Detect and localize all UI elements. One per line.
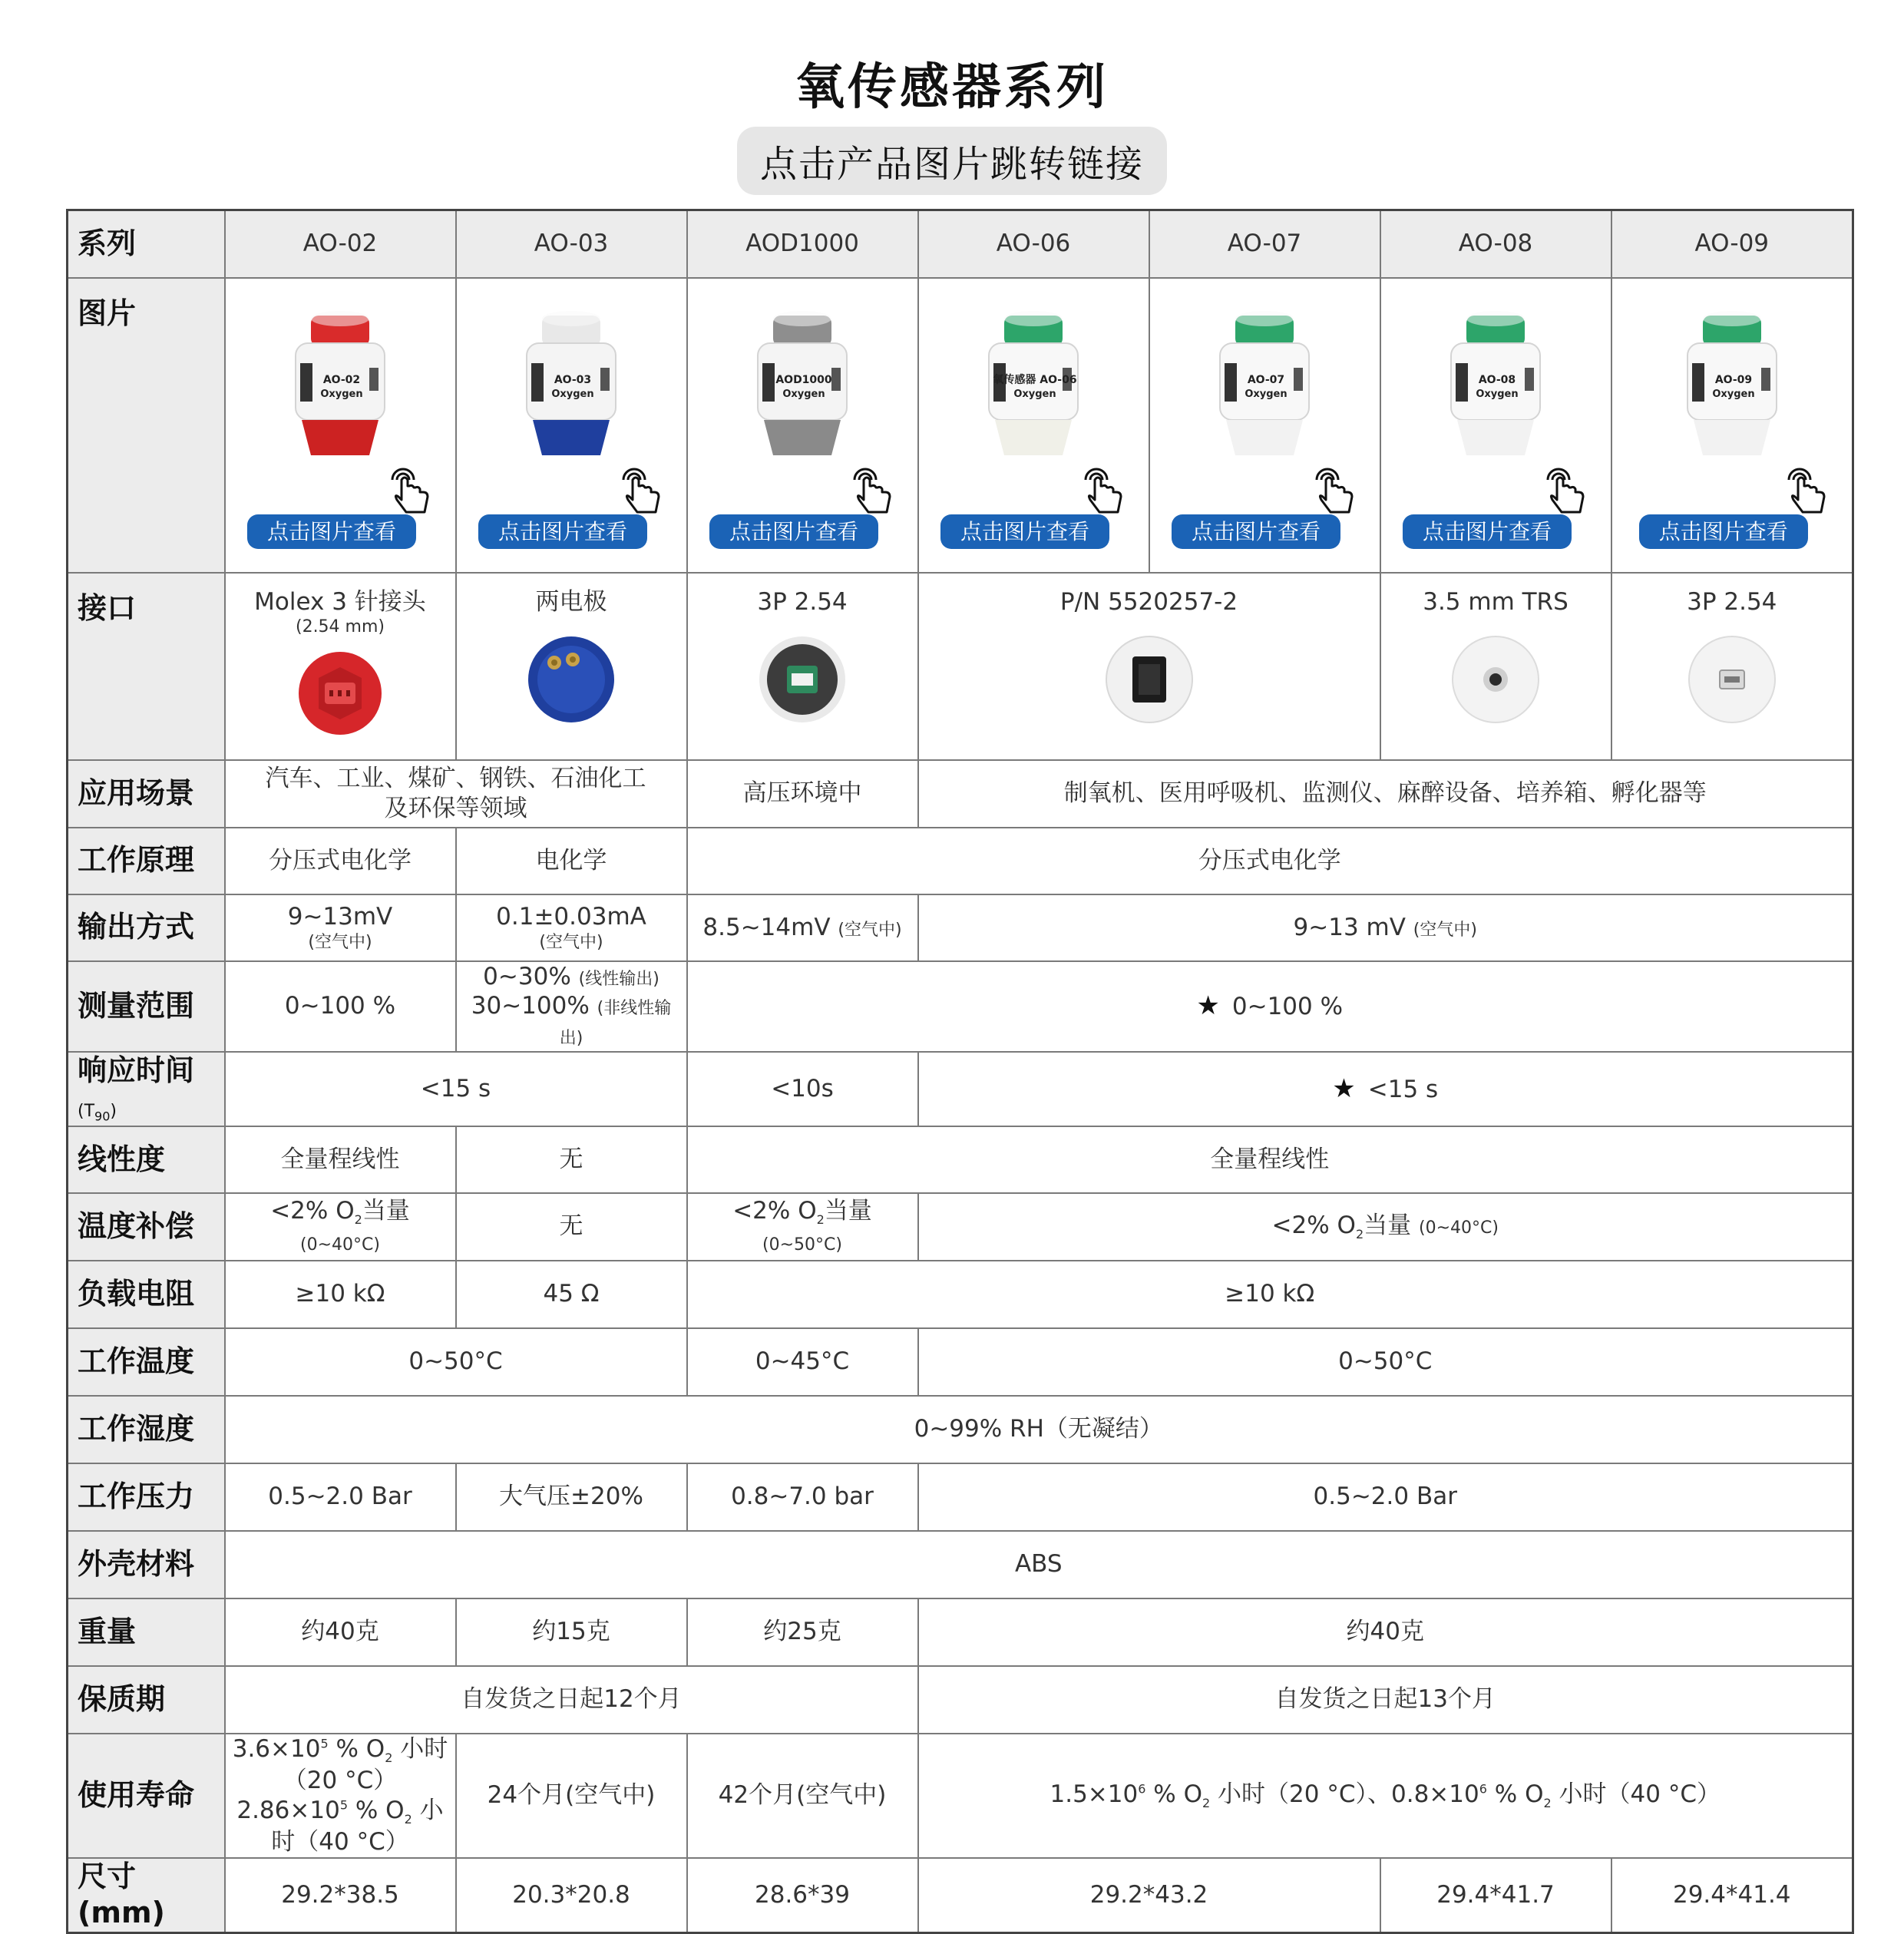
interface-cell-ao09 xyxy=(1611,573,1853,760)
row-label-response xyxy=(68,1052,225,1126)
model-header-ao06: AO-06 xyxy=(918,210,1149,278)
spec-value: 2.86×10 xyxy=(236,1796,340,1824)
spec-cell: 0.5~2.0 Bar xyxy=(225,1463,456,1531)
row-label-weight: 重量 xyxy=(68,1598,225,1666)
spec-cell: 0~45°C xyxy=(687,1328,918,1396)
spec-cell xyxy=(687,1193,918,1261)
spec-cell xyxy=(918,1193,1853,1261)
spec-cell: 24个月(空气中) xyxy=(456,1734,687,1858)
spec-row-op-temp xyxy=(68,1328,1853,1396)
spec-value: 及环保等领域 xyxy=(384,794,527,822)
interface-name: 两电极 xyxy=(535,587,607,616)
spec-value: <15 s xyxy=(1367,1076,1439,1103)
product-image-cell[interactable] xyxy=(456,278,687,573)
spec-cell xyxy=(687,961,1853,1052)
spec-row-humidity xyxy=(68,1396,1853,1463)
spec-value: 0~30% xyxy=(483,962,571,990)
image-row xyxy=(68,278,1853,573)
page-title: 氧传感器系列 xyxy=(795,59,1109,116)
tap-hand-icon xyxy=(616,463,669,517)
spec-cell: 全量程线性 xyxy=(687,1126,1853,1193)
spec-value: 0.1±0.03mA xyxy=(496,902,646,931)
subscript: 2 xyxy=(816,1212,825,1227)
spec-note: (空气中) xyxy=(838,920,902,940)
label-subscript: 90 xyxy=(94,1109,111,1124)
sensor-print-label: AOD1000 xyxy=(775,373,832,386)
sensor-print-label: AO-03 xyxy=(554,373,592,386)
subscript: 2 xyxy=(1543,1796,1552,1811)
spec-value: 3.6×10 xyxy=(232,1734,321,1763)
spec-cell: 28.6*39 xyxy=(687,1858,918,1933)
tap-hand-icon xyxy=(1309,463,1363,517)
interface-name: 3P 2.54 xyxy=(757,587,848,616)
spec-cell: 0.8~7.0 bar xyxy=(687,1463,918,1531)
product-image-cell[interactable] xyxy=(687,278,918,573)
interface-name: Molex 3 针接头 xyxy=(254,587,426,616)
spec-cell: 约40克 xyxy=(225,1598,456,1666)
two-electrode-connector-photo xyxy=(525,633,617,726)
sensor-photo[interactable] xyxy=(510,309,633,486)
spec-row-warranty xyxy=(68,1666,1853,1734)
spec-value: 小时（40 °C） xyxy=(1551,1780,1721,1809)
sensor-print-label: Oxygen xyxy=(782,388,825,400)
spec-cell: 高压环境中 xyxy=(687,760,918,828)
spec-cell: 自发货之日起13个月 xyxy=(918,1666,1853,1734)
sensor-print-label: AO-09 xyxy=(1714,373,1752,386)
spec-cell xyxy=(918,1052,1853,1126)
spec-value: 小时（20 °C）、 xyxy=(1210,1780,1391,1809)
interface-cell-aod1000 xyxy=(687,573,918,760)
spec-cell: 0.5~2.0 Bar xyxy=(918,1463,1853,1531)
view-image-button[interactable]: 点击图片查看 xyxy=(247,514,416,549)
model-header-ao03: AO-03 xyxy=(456,210,687,278)
spec-value: 8.5~14mV xyxy=(702,913,831,941)
sensor-print-label: AO-08 xyxy=(1478,373,1516,386)
superscript: 5 xyxy=(320,1736,329,1751)
tap-hand-icon xyxy=(385,463,438,517)
model-header-ao09: AO-09 xyxy=(1611,210,1853,278)
tap-hand-icon xyxy=(1540,463,1594,517)
row-label-linearity: 线性度 xyxy=(68,1126,225,1193)
spec-cell: <15 s xyxy=(225,1052,687,1126)
row-label-output: 输出方式 xyxy=(68,894,225,961)
spec-row-output xyxy=(68,894,1853,961)
superscript: 5 xyxy=(339,1797,348,1813)
pn-connector-photo xyxy=(1103,633,1195,726)
spec-value: 0~100 % xyxy=(1231,993,1344,1021)
spec-value: 当量 xyxy=(362,1196,410,1225)
view-image-button[interactable]: 点击图片查看 xyxy=(709,514,878,549)
view-image-button[interactable]: 点击图片查看 xyxy=(1639,514,1808,549)
spec-value: 小时（40 °C） xyxy=(271,1796,444,1856)
interface-cell-ao02 xyxy=(225,573,456,760)
row-label-principle: 工作原理 xyxy=(68,828,225,894)
tap-hand-icon xyxy=(1781,463,1835,517)
spec-note: (0~50°C) xyxy=(762,1235,842,1255)
spec-cell xyxy=(225,1734,456,1858)
interface-cell-ao08 xyxy=(1380,573,1611,760)
spec-value: 1.5×10 xyxy=(1050,1780,1139,1809)
spec-value: 当量 xyxy=(824,1196,872,1225)
spec-cell: 电化学 xyxy=(456,828,687,894)
spec-value: % O xyxy=(1486,1780,1544,1809)
sensor-print-label: Oxygen xyxy=(1013,388,1056,400)
product-image-cell[interactable] xyxy=(1380,278,1611,573)
model-header-aod1000: AOD1000 xyxy=(687,210,918,278)
spec-table xyxy=(66,209,1854,1934)
spec-cell: 制氧机、医用呼吸机、监测仪、麻醉设备、培养箱、孵化器等 xyxy=(918,760,1853,828)
sensor-photo[interactable] xyxy=(1671,309,1793,486)
spec-cell: 分压式电化学 xyxy=(225,828,456,894)
spec-row-weight xyxy=(68,1598,1853,1666)
spec-cell: 29.2*43.2 xyxy=(918,1858,1380,1933)
spec-value: 汽车、工业、煤矿、钢铁、石油化工 xyxy=(265,764,646,792)
sensor-print-label: AO-07 xyxy=(1247,373,1285,386)
spec-value: <2% O xyxy=(270,1196,355,1225)
row-label-text: 响应时间 xyxy=(78,1053,195,1087)
spec-note: (空气中) xyxy=(308,932,372,952)
superscript: 6 xyxy=(1479,1781,1487,1797)
star-icon: ★ xyxy=(1332,1073,1356,1104)
spec-note: (空气中) xyxy=(1413,920,1477,940)
spec-note: (非线性输出) xyxy=(559,999,672,1048)
spec-cell: 大气压±20% xyxy=(456,1463,687,1531)
row-label-range: 测量范围 xyxy=(68,961,225,1052)
spec-cell xyxy=(456,894,687,961)
spec-cell: 0~50°C xyxy=(225,1328,687,1396)
spec-cell: ABS xyxy=(225,1531,1853,1598)
interface-name: 3P 2.54 xyxy=(1687,587,1777,616)
spec-row-application xyxy=(68,760,1853,828)
spec-cell: 约25克 xyxy=(687,1598,918,1666)
row-label-pressure: 工作压力 xyxy=(68,1463,225,1531)
label-sub: ) xyxy=(110,1102,117,1122)
tap-hand-icon xyxy=(847,463,901,517)
tap-hand-icon xyxy=(1078,463,1132,517)
spec-cell: 45 Ω xyxy=(456,1261,687,1328)
model-header-ao08: AO-08 xyxy=(1380,210,1611,278)
row-label-application: 应用场景 xyxy=(68,760,225,828)
row-label-size: 尺寸(mm) xyxy=(68,1858,225,1933)
product-image-cell[interactable] xyxy=(225,278,456,573)
spec-cell: 20.3*20.8 xyxy=(456,1858,687,1933)
view-image-button[interactable]: 点击图片查看 xyxy=(478,514,647,549)
interface-cell-ao06-ao07 xyxy=(918,573,1380,760)
spec-cell: 分压式电化学 xyxy=(687,828,1853,894)
spec-value: 0.8×10 xyxy=(1391,1780,1479,1809)
interface-cell-ao03 xyxy=(456,573,687,760)
spec-cell: 0~50°C xyxy=(918,1328,1853,1396)
3p-connector-photo xyxy=(1686,633,1778,726)
molex-connector-photo xyxy=(294,647,386,739)
spec-cell: 29.2*38.5 xyxy=(225,1858,456,1933)
subscript: 2 xyxy=(385,1750,393,1765)
spec-note: (0~40°C) xyxy=(300,1235,380,1255)
spec-cell: <10s xyxy=(687,1052,918,1126)
spec-value: % O xyxy=(328,1734,385,1763)
sensor-print-label: Oxygen xyxy=(320,388,363,400)
spec-value: <2% O xyxy=(1271,1212,1356,1240)
star-icon: ★ xyxy=(1196,990,1220,1022)
spec-cell: ≥10 kΩ xyxy=(225,1261,456,1328)
3p-connector-photo xyxy=(756,633,848,726)
row-label-image: 图片 xyxy=(68,278,225,573)
sensor-print-label: AO-02 xyxy=(322,373,361,386)
spec-value: 9~13mV xyxy=(287,902,393,931)
subscript: 2 xyxy=(354,1212,362,1227)
spec-value: 30~100% xyxy=(471,992,590,1020)
model-header-ao02: AO-02 xyxy=(225,210,456,278)
spec-note: (空气中) xyxy=(539,932,603,952)
spec-row-housing xyxy=(68,1531,1853,1598)
view-image-button[interactable]: 点击图片查看 xyxy=(940,514,1109,549)
sensor-photo[interactable] xyxy=(741,309,864,486)
spec-cell xyxy=(918,894,1853,961)
row-label-lifetime: 使用寿命 xyxy=(68,1734,225,1858)
header-row xyxy=(68,210,1853,278)
sensor-print-label: 氧传感器 AO-06 xyxy=(993,373,1077,386)
spec-row-size xyxy=(68,1858,1853,1933)
spec-value: 9~13 mV xyxy=(1293,913,1406,941)
spec-row-lifetime xyxy=(68,1734,1853,1858)
row-label-humidity: 工作湿度 xyxy=(68,1396,225,1463)
product-image-cell[interactable] xyxy=(1149,278,1380,573)
row-label-op-temp: 工作温度 xyxy=(68,1328,225,1396)
spec-row-response xyxy=(68,1052,1853,1126)
spec-row-temp-comp xyxy=(68,1193,1853,1261)
spec-cell xyxy=(225,894,456,961)
spec-value: 小时（20 °C） xyxy=(283,1734,448,1794)
row-label-series: 系列 xyxy=(68,210,225,278)
row-label-temp-comp: 温度补偿 xyxy=(68,1193,225,1261)
spec-row-range xyxy=(68,961,1853,1052)
sensor-print-label: Oxygen xyxy=(1245,388,1288,400)
spec-cell: 无 xyxy=(456,1193,687,1261)
sensor-photo[interactable] xyxy=(1434,309,1557,486)
spec-cell: 约40克 xyxy=(918,1598,1853,1666)
spec-value: % O xyxy=(348,1796,405,1824)
sensor-photo[interactable] xyxy=(972,309,1095,486)
superscript: 6 xyxy=(1138,1781,1146,1797)
spec-cell: 42个月(空气中) xyxy=(687,1734,918,1858)
product-image-cell[interactable] xyxy=(1611,278,1853,573)
spec-cell: 自发货之日起12个月 xyxy=(225,1666,918,1734)
spec-cell: 29.4*41.7 xyxy=(1380,1858,1611,1933)
row-label-housing: 外壳材料 xyxy=(68,1531,225,1598)
spec-value: <2% O xyxy=(732,1196,817,1225)
view-image-button[interactable]: 点击图片查看 xyxy=(1403,514,1572,549)
model-header-ao07: AO-07 xyxy=(1149,210,1380,278)
sensor-photo[interactable] xyxy=(1203,309,1326,486)
interface-note: (2.54 mm) xyxy=(295,617,385,637)
interface-name: P/N 5520257-2 xyxy=(1059,587,1238,616)
spec-cell xyxy=(918,1734,1853,1858)
row-label-load: 负载电阻 xyxy=(68,1261,225,1328)
link-hint-badge: 点击产品图片跳转链接 xyxy=(737,127,1167,195)
spec-cell: 全量程线性 xyxy=(225,1126,456,1193)
spec-row-load xyxy=(68,1261,1853,1328)
spec-cell: 0~99% RH（无凝结） xyxy=(225,1396,1853,1463)
subscript: 2 xyxy=(1202,1796,1211,1811)
spec-row-principle xyxy=(68,828,1853,894)
spec-cell xyxy=(687,894,918,961)
spec-row-linearity xyxy=(68,1126,1853,1193)
sensor-print-label: Oxygen xyxy=(1476,388,1519,400)
spec-cell: 29.4*41.4 xyxy=(1611,1858,1853,1933)
spec-cell: 0~100 % xyxy=(225,961,456,1052)
spec-note: (0~40°C) xyxy=(1419,1218,1499,1238)
spec-value: 当量 xyxy=(1364,1212,1412,1240)
sensor-photo[interactable] xyxy=(279,309,402,486)
spec-note: (线性输出) xyxy=(578,969,659,989)
spec-row-pressure xyxy=(68,1463,1853,1531)
spec-value: % O xyxy=(1145,1780,1202,1809)
spec-cell xyxy=(225,1193,456,1261)
spec-cell: 无 xyxy=(456,1126,687,1193)
spec-cell: ≥10 kΩ xyxy=(687,1261,1853,1328)
sensor-print-label: Oxygen xyxy=(1712,388,1755,400)
subscript: 2 xyxy=(1355,1227,1364,1242)
sensor-print-label: Oxygen xyxy=(551,388,594,400)
spec-cell xyxy=(225,760,687,828)
interface-name: 3.5 mm TRS xyxy=(1423,587,1568,616)
label-sub: (T xyxy=(78,1102,95,1122)
subscript: 2 xyxy=(404,1811,412,1827)
interface-row xyxy=(68,573,1853,760)
spec-cell xyxy=(456,961,687,1052)
row-label-warranty: 保质期 xyxy=(68,1666,225,1734)
trs-jack-photo xyxy=(1449,633,1542,726)
row-label-interface: 接口 xyxy=(68,573,225,760)
product-image-cell[interactable] xyxy=(918,278,1149,573)
spec-cell: 约15克 xyxy=(456,1598,687,1666)
view-image-button[interactable]: 点击图片查看 xyxy=(1172,514,1340,549)
